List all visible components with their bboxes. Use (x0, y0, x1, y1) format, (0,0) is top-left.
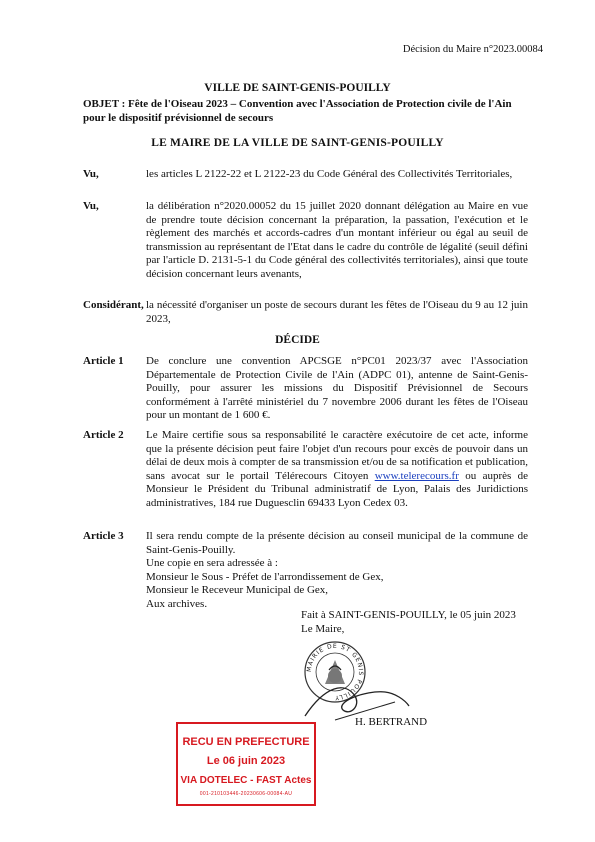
vu-1-text: les articles L 2122-22 et L 2122-23 du Code Général des Collectivités Territoriales, (146, 168, 513, 180)
article-2-label: Article 2 (83, 429, 124, 441)
vu-2-label: Vu, (83, 200, 99, 212)
considerant-label: Considérant, (83, 299, 144, 311)
considerant-text: la nécessité d'organiser un poste de secours durant les fêtes de l'Oiseau du 9 au 12 juin 2023, (146, 299, 528, 325)
article-1 (83, 355, 528, 423)
copy-intro: Une copie en sera adressée à : (146, 557, 278, 570)
vu-2 (83, 200, 528, 282)
decide-heading: DÉCIDE (275, 334, 320, 346)
city-title: VILLE DE SAINT-GENIS-POUILLY (204, 82, 391, 94)
stamp-line-2: Le 06 juin 2023 (206, 755, 286, 767)
article-2 (83, 429, 528, 511)
recipient: Monsieur le Sous - Préfet de l'arrondissement de Gex, (146, 570, 384, 583)
recipient: Aux archives. (146, 597, 208, 610)
mayor-heading: LE MAIRE DE LA VILLE DE SAINT-GENIS-POUILLY (151, 137, 444, 149)
article-2-text-after: ou auprès de Monsieur le Président du Tribunal administratif de Lyon, Palais des Juridictions administratives, 184 rue Duguesclin 69433 Lyon Cedex 03. (146, 469, 529, 509)
stamp-line-4: 001-210103446-20230606-00084-AU (199, 791, 293, 797)
article-3 (83, 530, 528, 612)
telerecours-link[interactable]: www.telerecours.fr (374, 469, 459, 482)
article-3-body: Il sera rendu compte de la présente décision au conseil municipal de la commune de Saint-Genis-Pouilly. (146, 530, 528, 556)
signature-place-date: Fait à SAINT-GENIS-POUILLY, le 05 juin 2023 (301, 609, 516, 621)
recipient: Monsieur le Receveur Municipal de Gex, (146, 584, 329, 597)
seal-text: MAIRIE DE ST GENIS POUILLY (305, 642, 365, 702)
decision-reference: Décision du Maire n°2023.00084 (402, 44, 543, 55)
article-3-label: Article 3 (83, 530, 124, 542)
vu-1 (83, 168, 528, 182)
article-2-text (146, 429, 528, 511)
object-line: OBJET : Fête de l'Oiseau 2023 – Convention avec l'Association de Protection civile de l'Ain pour le dispositif prévisionnel de secours (83, 98, 512, 124)
stamp-line-3: VIA DOTELEC - FAST Actes (180, 775, 312, 786)
stamp-line-1: RECU EN PREFECTURE (182, 736, 310, 748)
signer-name: H. BERTRAND (355, 716, 428, 728)
signature-block (301, 608, 516, 636)
article-2-text-before: Le Maire certifie sous sa responsabilité le caractère exécutoire de cet acte, informe que la présente décision peut faire l'objet d'un recours pour excès de pouvoir dans un délai de deux mois à compter de sa transmission et/ou de sa notification et publication, sans avocat sur le portail Télérecours Citoyen (146, 429, 528, 482)
signature-role: Le Maire, (301, 623, 345, 635)
vu-1-label: Vu, (83, 168, 99, 180)
article-3-text (146, 530, 528, 612)
prefecture-stamp (176, 722, 316, 806)
vu-2-text: la délibération n°2020.00052 du 15 juillet 2020 donnant délégation au Maire en vue de prendre toute décision concernant la préparation, la passation, l'exécution et le règlement des marchés et accords-cadres d'un montant inférieur ou égal au seuil de transmission au représentant de l'Etat dans le cadre du contrôle de légalité (seuil défini par l'article D. 2131-5-1 du Code général des collectivités territoriales), ainsi que toute décision concernant leurs avenants, (146, 200, 528, 280)
considerant (83, 299, 528, 326)
article-1-label: Article 1 (83, 355, 124, 367)
article-1-text: De conclure une convention APCSGE n°PC01 2023/37 avec l'Association Départementale de Protection Civile de l'Ain (ADPC 01), antenne de Saint-Genis-Pouilly, pour assurer les missions du Dispositif Prévisionnel de Secours conformément à l'arrêté ministériel du 7 novembre 2006 durant les fêtes de l'Oiseau pour un montant de 1 600 €. (146, 355, 528, 422)
